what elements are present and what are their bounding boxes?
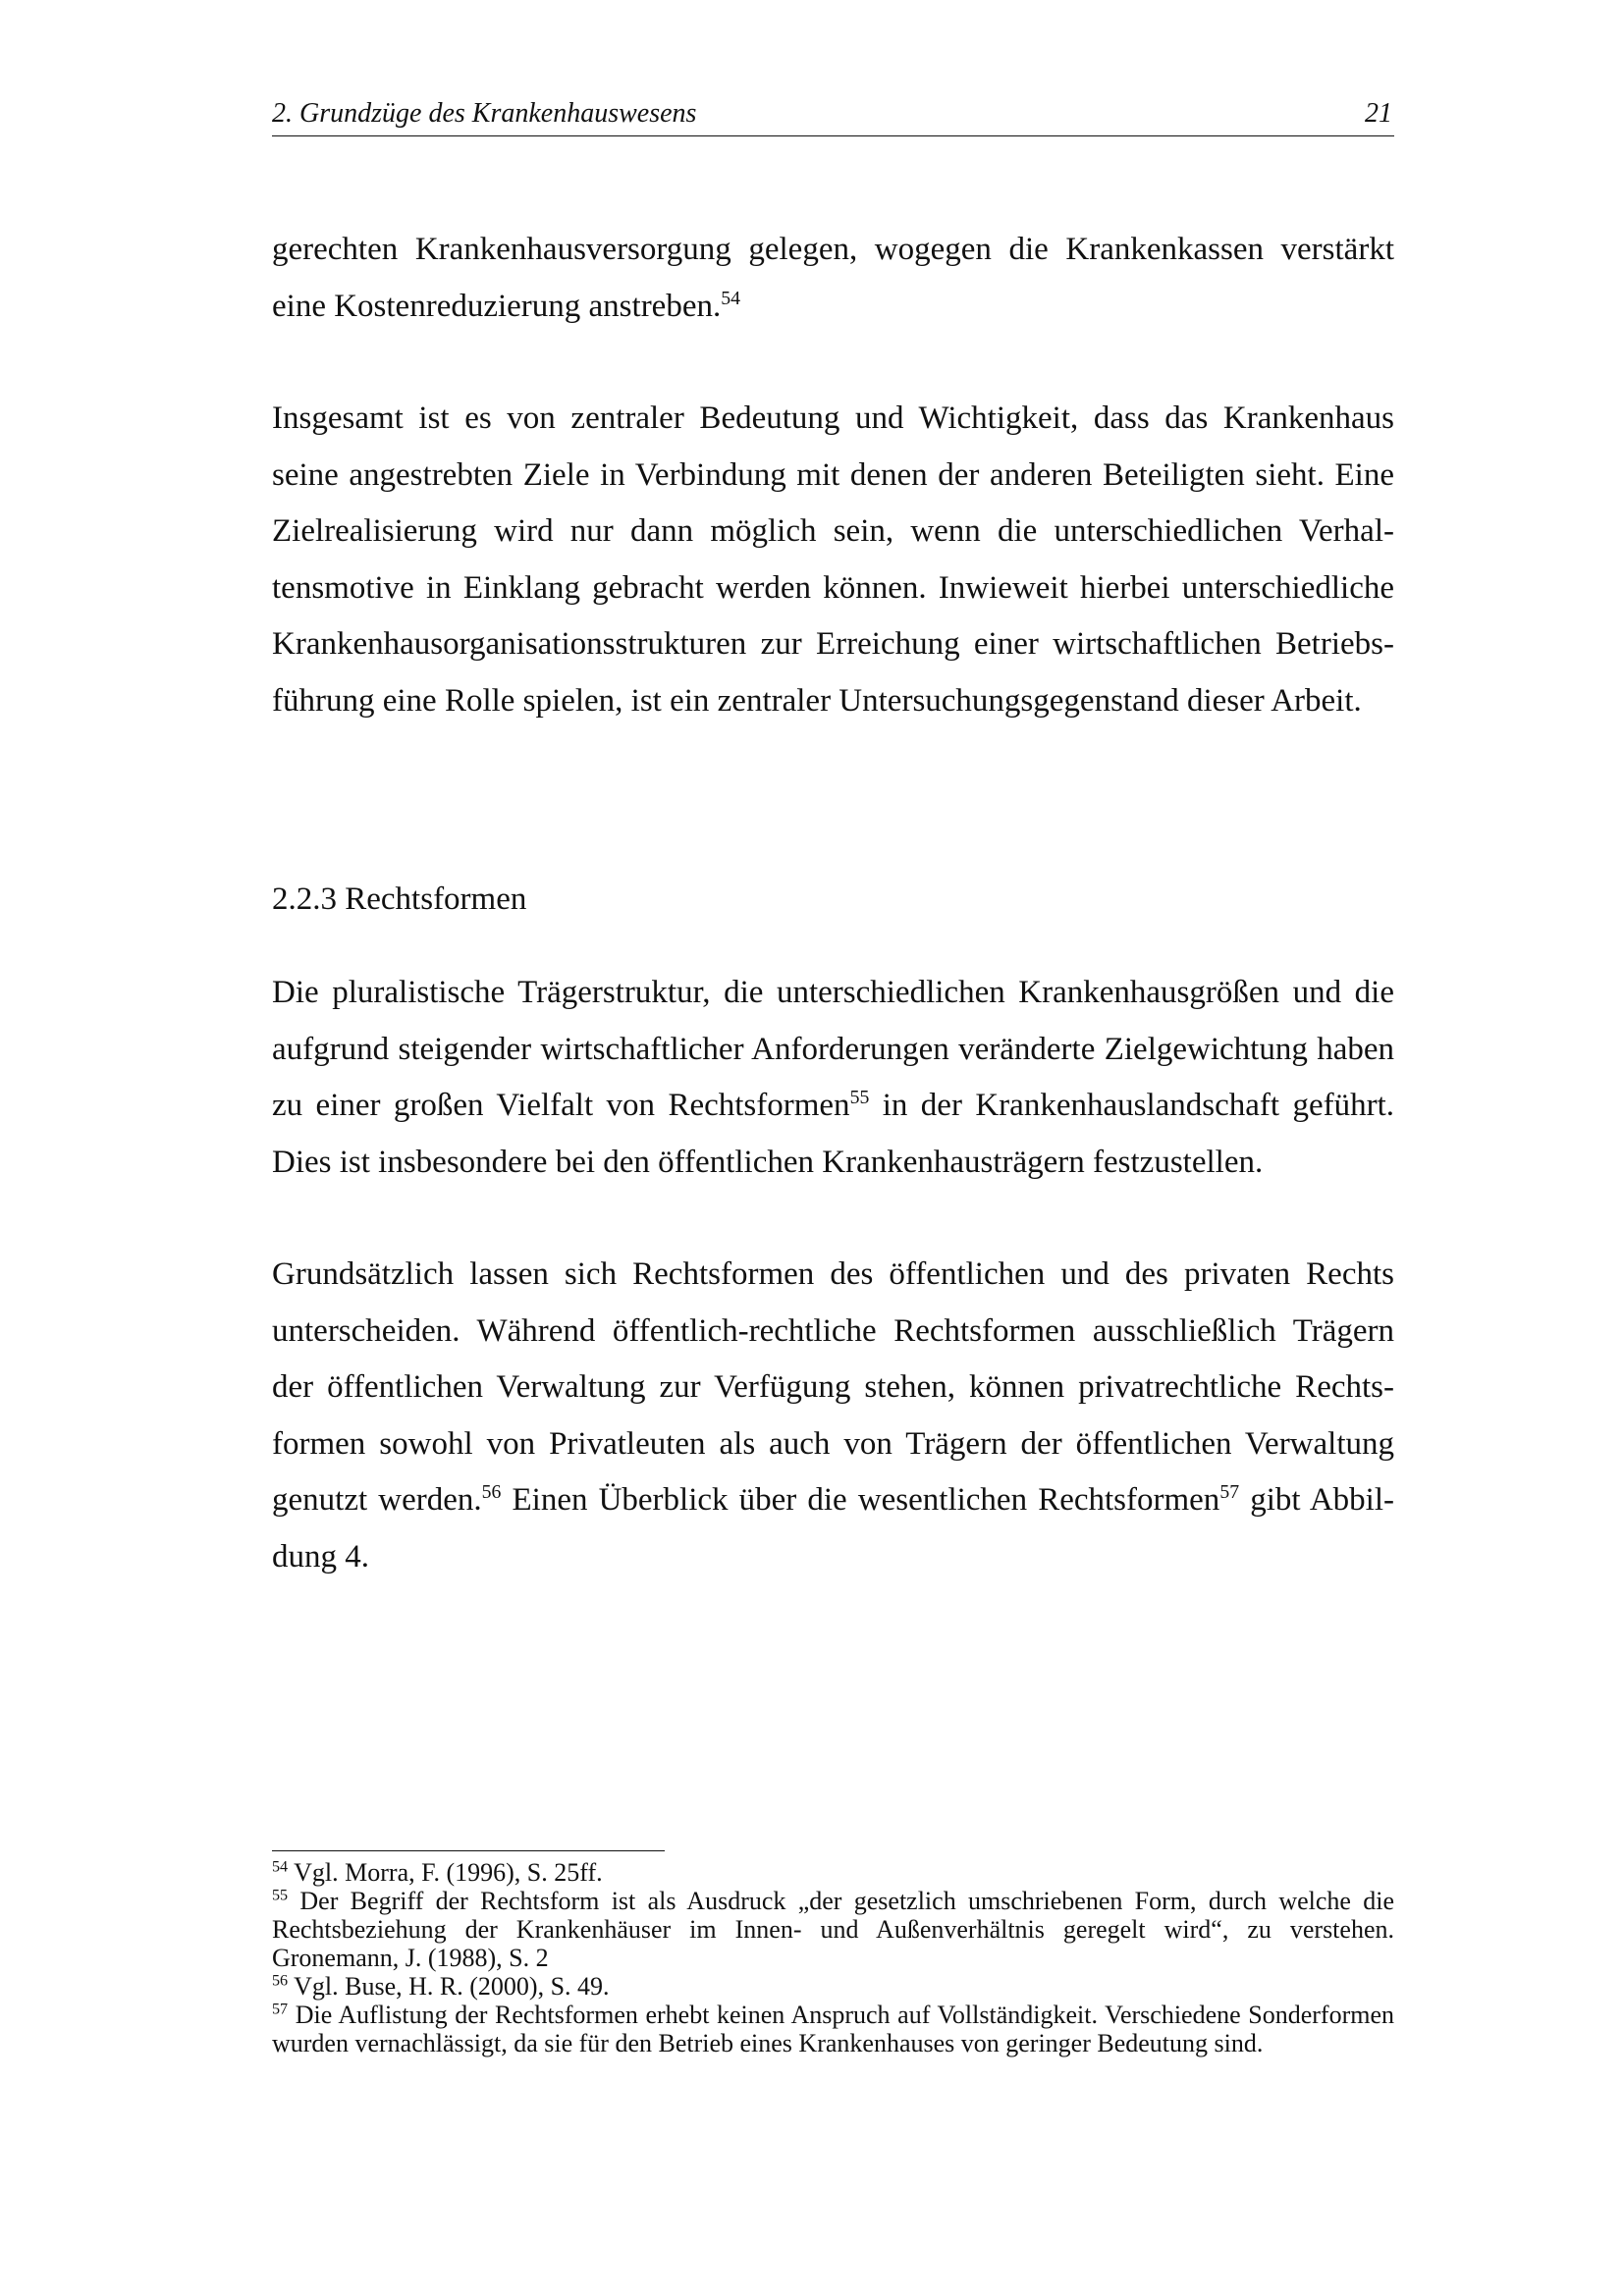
paragraph-1: [272, 222, 1394, 335]
footnote-57: [272, 2001, 1394, 2057]
footnote-number: 56: [272, 1972, 289, 1990]
footnote-number: 57: [272, 2001, 289, 2018]
page-number: 21: [1365, 98, 1392, 129]
footnote-text: Vgl. Morra, F. (1996), S. 25ff.: [288, 1858, 603, 1887]
paragraph-3-text-b: in der Krankenhauslandschaft geführt. Dies ist insbesondere bei den öffentlichen Krankenhausträgern festzustellen.: [272, 1088, 1395, 1180]
paragraph-4-text-c: gibt Abbildung 4.: [272, 1482, 1394, 1575]
paragraph-4-text-a: Grundsätzlich lassen sich Rechtsformen des öffentlichen und des privaten Rechts unterscheiden. Während öffentlich-rechtliche Rechtsformen ausschließlich Trägern der öffentlichen Verwaltung zur Verfügung stehen, können privatrechtliche Rechtsformen sowohl von Privatleuten als auch von Trägern der öffentlichen Verwaltung genutzt werden.: [272, 1256, 1394, 1518]
footnotes: [272, 1858, 1394, 2057]
footnote-ref-57[interactable]: 57: [1219, 1481, 1240, 1503]
header-chapter-title: 2. Grundzüge des Krankenhauswesens: [272, 98, 697, 129]
footnote-54: [272, 1858, 1394, 1887]
footnote-text: Die Auflistung der Rechtsformen erhebt keinen Anspruch auf Vollständigkeit. Verschiedene Sonderformen wurden vernachlässigt, da sie für den Betrieb eines Krankenhauses von geringer Bedeutung sind.: [272, 2001, 1394, 2057]
footnote-ref-54[interactable]: 54: [721, 287, 741, 309]
paragraph-1-text: gerechten Krankenhausversorgung gelegen, wogegen die Krankenkassen verstärkt eine Kostenreduzierung anstreben.: [272, 232, 1394, 324]
footnote-ref-56[interactable]: 56: [481, 1481, 502, 1503]
paragraph-3-text-a: Die pluralistische Trägerstruktur, die unterschiedlichen Krankenhausgrößen und die aufgrund steigender wirtschaftlicher Anforderungen veränderte Zielgewichtung haben zu einer großen Vielfalt von Rechtsformen: [272, 975, 1394, 1123]
section-heading: 2.2.3 Rechtsformen: [272, 881, 527, 917]
footnote-divider: [272, 1850, 665, 1851]
footnote-ref-55[interactable]: 55: [849, 1087, 870, 1108]
paragraph-4-text-b: Einen Überblick über die wesentlichen Rechtsformen: [501, 1482, 1220, 1518]
paragraph-4: [272, 1247, 1394, 1585]
footnote-text: Vgl. Buse, H. R. (2000), S. 49.: [288, 1972, 610, 2001]
footnote-text: Der Begriff der Rechtsform ist als Ausdruck „der gesetzlich umschriebenen Form, durch welche die Rechtsbeziehung der Krankenhäuser im Innen- und Außenverhältnis geregelt wird“, zu verstehen. Gronemann, J. (1988), S. 2: [272, 1887, 1394, 1972]
running-header: [272, 98, 1394, 136]
footnote-56: [272, 1972, 1394, 2001]
paragraph-3: [272, 965, 1394, 1191]
footnote-number: 55: [272, 1887, 289, 1904]
paragraph-2: Insgesamt ist es von zentraler Bedeutung und Wichtigkeit, dass das Krankenhaus seine angestrebten Ziele in Verbindung mit denen der anderen Beteiligten sieht. Eine Zielrealisierung wird nur dann möglich sein, wenn die unterschiedlichen Verhaltensmotive in Einklang gebracht werden können. Inwieweit hierbei unterschiedliche Krankenhausorganisationsstrukturen zur Erreichung einer wirtschaftlichen Betriebsführung eine Rolle spielen, ist ein zentraler Untersuchungsgegenstand dieser Arbeit.: [272, 400, 1394, 719]
footnote-number: 54: [272, 1858, 289, 1876]
footnote-55: [272, 1887, 1394, 1972]
